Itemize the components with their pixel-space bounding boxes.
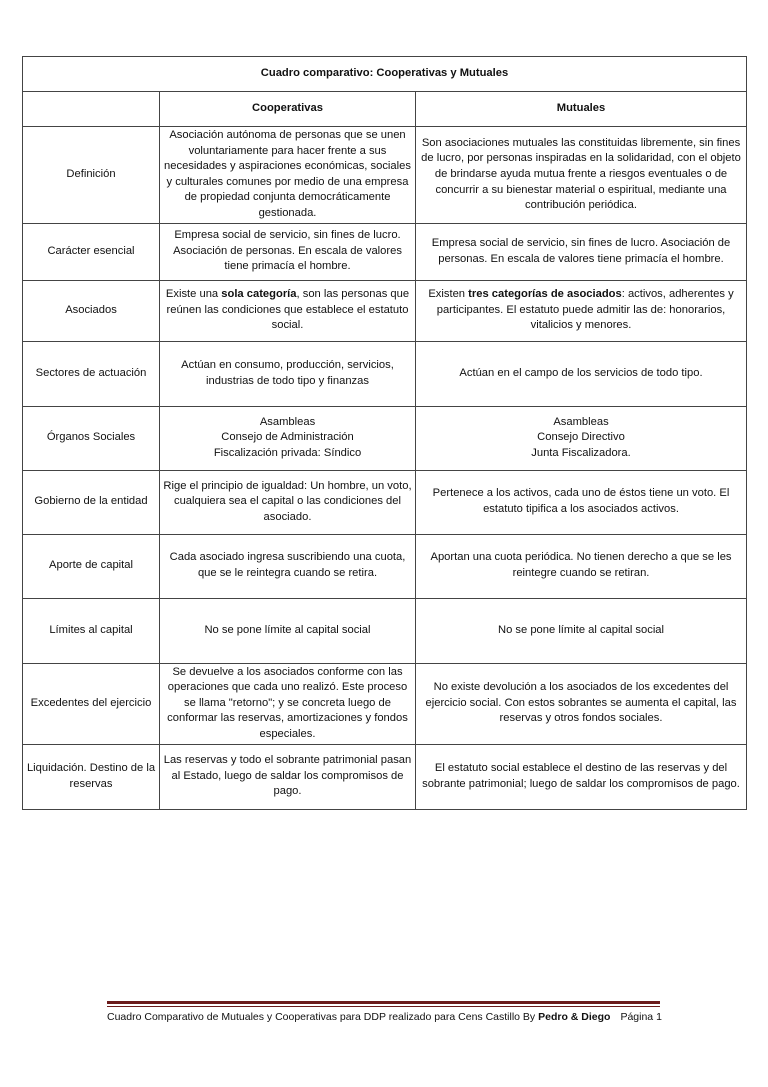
mutuales-cell xyxy=(416,341,747,406)
cooperativas-cell xyxy=(160,406,416,470)
footer-authors: Pedro & Diego xyxy=(538,1011,611,1023)
page-number: Página 1 xyxy=(620,1011,662,1023)
row-label: Excedentes del ejercicio xyxy=(23,663,160,744)
footer-rule xyxy=(107,1001,660,1004)
cell-text: Empresa social de servicio, sin fines de lucro. Asociación de personas. En escala de valores tiene primacía el hombre. xyxy=(173,229,402,273)
column-header-cooperativas: Cooperativas xyxy=(160,92,416,127)
table-row xyxy=(23,470,747,534)
footer-text: Cuadro Comparativo de Mutuales y Cooperativas para DDP realizado para Cens Castillo By xyxy=(107,1011,539,1023)
mutuales-cell xyxy=(416,534,747,598)
cell-line: Consejo de Administración xyxy=(221,431,354,444)
row-label: Sectores de actuación xyxy=(23,341,160,406)
cell-text: Pertenece a los activos, cada uno de éstos tiene un voto. El estatuto tipifica a los asociados activos. xyxy=(432,487,730,516)
cell-text: El estatuto social establece el destino de las reservas y del sobrante patrimonial; luego de saldar los compromisos de pago. xyxy=(422,761,740,790)
cell-bold-text: sola categoría xyxy=(221,288,297,301)
table-row xyxy=(23,223,747,280)
row-label: Carácter esencial xyxy=(23,223,160,280)
row-label: Límites al capital xyxy=(23,598,160,663)
row-label: Gobierno de la entidad xyxy=(23,470,160,534)
cell-text: Rige el principio de igualdad: Un hombre, un voto, cualquiera sea el capital o las condiciones del asociado. xyxy=(163,479,412,523)
cooperativas-cell xyxy=(160,223,416,280)
page-footer xyxy=(107,1011,660,1023)
cell-line: Asambleas xyxy=(553,415,609,428)
cell-text: Asociación autónoma de personas que se unen voluntariamente para hacer frente a sus necesidades y aspiraciones económicas, sociales y culturales comunes por medio de una empresa de propiedad conjunta democráticamente gestionada. xyxy=(164,129,411,219)
column-header-mutuales: Mutuales xyxy=(416,92,747,127)
row-label: Liquidación. Destino de la reservas xyxy=(23,744,160,809)
cooperativas-cell xyxy=(160,663,416,744)
cell-text: No se pone límite al capital social xyxy=(204,623,371,636)
cooperativas-cell xyxy=(160,744,416,809)
cell-text: , son las personas que reúnen las condiciones que establece el estatuto social. xyxy=(166,288,410,332)
mutuales-cell xyxy=(416,127,747,224)
cooperativas-cell xyxy=(160,280,416,341)
cell-line: Junta Fiscalizadora. xyxy=(531,446,631,459)
mutuales-cell xyxy=(416,406,747,470)
mutuales-cell xyxy=(416,598,747,663)
cell-text: Aportan una cuota periódica. No tienen derecho a que se les reintegre cuando se retiran. xyxy=(430,551,732,580)
row-label: Aporte de capital xyxy=(23,534,160,598)
row-label: Órganos Sociales xyxy=(23,406,160,470)
table-row xyxy=(23,598,747,663)
cell-text: Empresa social de servicio, sin fines de lucro. Asociación de personas. En escala de valores tiene primacía el hombre. xyxy=(431,236,731,265)
cell-text: Actúan en consumo, producción, servicios, industrias de todo tipo y finanzas xyxy=(181,358,394,387)
table-row xyxy=(23,663,747,744)
cell-text: Son asociaciones mutuales las constituidas libremente, sin fines de lucro, por personas inspiradas en la solidaridad, con el objeto de brindarse ayuda mutua frente a riesgos eventuales o de concurrir a su bienestar material o espiritual, mediante una contribución periódica. xyxy=(421,136,741,212)
cell-text: No se pone límite al capital social xyxy=(497,623,665,636)
empty-header-cell xyxy=(23,92,160,127)
table-row xyxy=(23,127,747,224)
cooperativas-cell xyxy=(160,470,416,534)
cell-text: : activos, adherentes y participantes. El estatuto puede admitir las de: honorarios, vitalicios y menores. xyxy=(436,288,734,332)
cell-text: Existen xyxy=(428,288,469,301)
cell-text: Se devuelve a los asociados conforme con las operaciones que cada uno realizó. Este proceso se llama "retorno"; y se concreta luego de conformar las reservas, amortizaciones y fondos especiales. xyxy=(167,665,408,740)
cell-bold-text: tres categorías de asociados xyxy=(468,288,622,301)
cell-text: Existe una xyxy=(165,288,222,301)
cell-text: No existe devolución a los asociados de los excedentes del ejercicio social. Con estos sobrantes se aumenta el capital, las reservas y otros fondos sociales. xyxy=(425,681,737,725)
column-header-row xyxy=(23,92,747,127)
cell-line: Consejo Directivo xyxy=(537,431,625,444)
row-label: Definición xyxy=(23,127,160,224)
table-row xyxy=(23,280,747,341)
mutuales-cell xyxy=(416,744,747,809)
cell-text: Las reservas y todo el sobrante patrimonial pasan al Estado, luego de saldar los compromisos de pago. xyxy=(163,754,412,798)
cell-text: Actúan en el campo de los servicios de todo tipo. xyxy=(459,366,703,379)
cell-line: Fiscalización privada: Síndico xyxy=(213,446,362,459)
cooperativas-cell xyxy=(160,341,416,406)
row-label: Asociados xyxy=(23,280,160,341)
cooperativas-cell xyxy=(160,127,416,224)
cell-line: Asambleas xyxy=(259,415,316,428)
cooperativas-cell xyxy=(160,534,416,598)
table-row xyxy=(23,534,747,598)
table-row xyxy=(23,744,747,809)
cell-text: Cada asociado ingresa suscribiendo una cuota, que se le reintegra cuando se retira. xyxy=(169,551,406,580)
mutuales-cell xyxy=(416,663,747,744)
title-row xyxy=(23,57,747,92)
mutuales-cell xyxy=(416,223,747,280)
table-row xyxy=(23,341,747,406)
mutuales-cell xyxy=(416,470,747,534)
table-row xyxy=(23,406,747,470)
table-title: Cuadro comparativo: Cooperativas y Mutuales xyxy=(23,57,747,92)
comparison-table xyxy=(22,56,747,810)
footer-rule-thin xyxy=(107,1006,660,1007)
mutuales-cell xyxy=(416,280,747,341)
cooperativas-cell xyxy=(160,598,416,663)
